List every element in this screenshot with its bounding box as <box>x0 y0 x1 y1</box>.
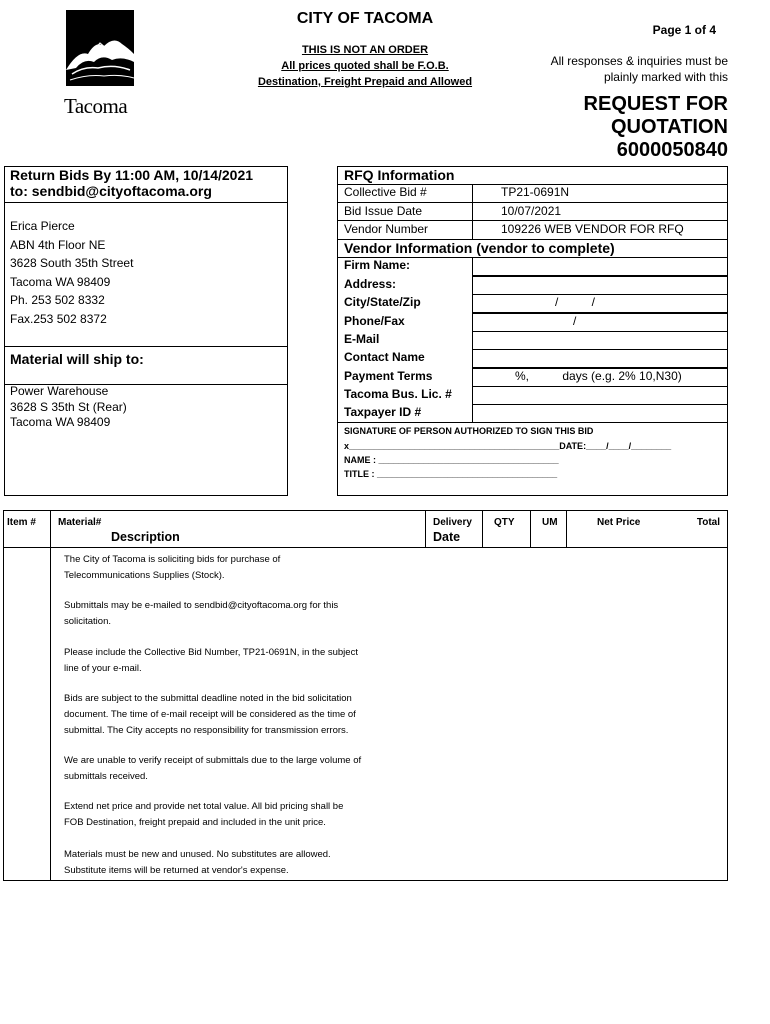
page-number: Page 1 of 4 <box>652 23 716 37</box>
vendor-label-payment-terms: Payment Terms <box>344 369 433 383</box>
description-line: Telecommunications Supplies (Stock). <box>64 570 225 581</box>
material-number-header: Material# <box>58 517 102 528</box>
vendor-label-taxpayer-id: Taxpayer ID # <box>344 405 422 419</box>
description-paragraph <box>64 691 404 739</box>
vendor-label-city-state-zip: City/State/Zip <box>344 295 421 309</box>
description-paragraph <box>64 847 404 879</box>
rfq-title-line2: QUOTATION <box>610 116 728 138</box>
ship-to-line: Power Warehouse <box>10 384 109 398</box>
rfq-row-divider <box>337 202 728 203</box>
city-title: CITY OF TACOMA <box>296 10 434 27</box>
description-line: Substitute items will be returned at vendor's expense. <box>64 865 289 876</box>
vendor-label-email: E-Mail <box>344 332 380 346</box>
return-bids-email: to: sendbid@cityoftacoma.org <box>10 183 212 199</box>
ship-to-top-divider <box>4 346 288 347</box>
vendor-label-firm-name: Firm Name: <box>344 258 411 272</box>
signer-name-line[interactable]: NAME : ____________________________________ <box>344 455 559 465</box>
description-line: The City of Tacoma is soliciting bids for purchase of <box>64 554 281 565</box>
qty-header: QTY <box>494 517 515 528</box>
description-line: submittal. The City accepts no responsibility for transmission errors. <box>64 725 349 736</box>
buyer-contact-block <box>10 217 133 328</box>
buyer-office: ABN 4th Floor NE <box>10 237 106 252</box>
return-bids-divider <box>4 202 288 203</box>
description-line: FOB Destination, freight prepaid and included in the unit price. <box>64 817 326 828</box>
items-column-divider <box>566 510 567 547</box>
description-line: Submittals may be e-mailed to sendbid@cityoftacoma.org for this <box>64 600 339 611</box>
ship-to-line: 3628 S 35th St (Rear) <box>10 399 127 414</box>
description-line: Bids are subject to the submittal deadline noted in the bid solicitation <box>64 693 352 704</box>
rfq-label-issue-date: Bid Issue Date <box>344 204 423 218</box>
date-header: Date <box>433 530 461 544</box>
inquiry-note-line2: plainly marked with this <box>603 70 728 84</box>
ship-to-line: Tacoma WA 98409 <box>10 415 111 429</box>
description-paragraph <box>64 753 404 785</box>
buyer-name: Erica Pierce <box>10 219 75 233</box>
taxpayer-id-field[interactable] <box>472 404 728 423</box>
phone-fax-field[interactable] <box>472 313 728 332</box>
description-line: document. The time of e-mail receipt will be considered as the time of <box>64 709 356 720</box>
rfq-number: 6000050840 <box>616 139 728 161</box>
total-header: Total <box>696 517 720 528</box>
rfq-label-collective-bid: Collective Bid # <box>344 185 427 199</box>
vendor-info-heading: Vendor Information (vendor to complete) <box>344 240 615 256</box>
buyer-street: 3628 South 35th Street <box>10 256 134 270</box>
rfq-info-heading: RFQ Information <box>344 167 455 183</box>
items-column-divider <box>425 510 426 547</box>
rfq-value-collective-bid: TP21-0691N <box>501 185 570 199</box>
description-paragraph <box>64 598 404 630</box>
vendor-label-contact-name: Contact Name <box>344 350 425 364</box>
net-price-header: Net Price <box>597 517 641 528</box>
firm-name-field[interactable] <box>472 257 728 276</box>
email-field[interactable] <box>472 331 728 350</box>
description-paragraph <box>64 645 404 677</box>
vendor-label-phone-fax: Phone/Fax <box>344 314 405 328</box>
payment-terms-format: %, days (e.g. 2% 10,N30) <box>515 369 682 383</box>
city-state-zip-field[interactable] <box>472 294 728 313</box>
description-paragraph <box>64 552 404 584</box>
phone-fax-separator: / <box>573 314 577 328</box>
signature-divider <box>337 422 728 423</box>
buyer-phone: Ph. 253 502 8332 <box>10 293 105 307</box>
vendor-label-address: Address: <box>344 277 397 291</box>
ship-to-address <box>10 384 127 431</box>
fob-notice-line1: All prices quoted shall be F.O.B. <box>281 60 449 72</box>
items-column-divider <box>50 510 51 881</box>
description-line: Please include the Collective Bid Number, TP21-0691N, in the subject <box>64 647 358 658</box>
delivery-header: Delivery <box>433 517 472 528</box>
signer-title-line[interactable]: TITLE : ____________________________________ <box>344 469 558 479</box>
return-bids-deadline: Return Bids By 11:00 AM, 10/14/2021 <box>10 167 254 183</box>
description-paragraph <box>64 799 404 831</box>
rfq-value-vendor-number: 109226 WEB VENDOR FOR RFQ <box>501 222 684 236</box>
description-line: Materials must be new and unused. No substitutes are allowed. <box>64 849 331 860</box>
items-header-divider <box>3 547 728 548</box>
description-line: submittals received. <box>64 771 148 782</box>
description-line: Extend net price and provide net total value. All bid pricing shall be <box>64 801 344 812</box>
address-field[interactable] <box>472 276 728 295</box>
tacoma-logo-text: Tacoma <box>64 94 128 118</box>
ship-to-heading: Material will ship to: <box>10 351 144 367</box>
inquiry-note-line1: All responses & inquiries must be <box>550 54 728 68</box>
not-an-order-notice: THIS IS NOT AN ORDER <box>301 44 429 56</box>
business-license-field[interactable] <box>472 386 728 405</box>
um-header: UM <box>542 517 558 528</box>
tacoma-mountain-logo <box>64 10 136 88</box>
items-column-divider <box>482 510 483 547</box>
signature-heading: SIGNATURE OF PERSON AUTHORIZED TO SIGN THIS BID <box>344 426 594 436</box>
rfq-value-issue-date: 10/07/2021 <box>501 204 562 218</box>
city-state-zip-separators: / / <box>555 295 596 309</box>
rfq-label-vendor-number: Vendor Number <box>344 222 429 236</box>
rfq-row-divider <box>337 220 728 221</box>
description-header: Description <box>111 530 180 544</box>
tacoma-logo <box>64 10 136 118</box>
items-column-divider <box>530 510 531 547</box>
vendor-label-business-license: Tacoma Bus. Lic. # <box>344 387 452 401</box>
signature-line[interactable]: x__________________________________________DATE:____/____/________ <box>344 441 672 451</box>
contact-name-field[interactable] <box>472 349 728 368</box>
description-line: We are unable to verify receipt of submittals due to the large volume of <box>64 755 362 766</box>
rfq-title-line1: REQUEST FOR <box>583 93 728 115</box>
buyer-fax: Fax.253 502 8372 <box>10 311 107 326</box>
item-number-header: Item # <box>7 517 36 528</box>
return-bids-box <box>4 166 288 496</box>
description-line: solicitation. <box>64 616 111 627</box>
fob-notice-line2: Destination, Freight Prepaid and Allowed <box>257 76 473 88</box>
rfq-info-column-divider <box>472 184 473 239</box>
description-line: line of your e-mail. <box>64 663 142 674</box>
buyer-city: Tacoma WA 98409 <box>10 274 111 289</box>
